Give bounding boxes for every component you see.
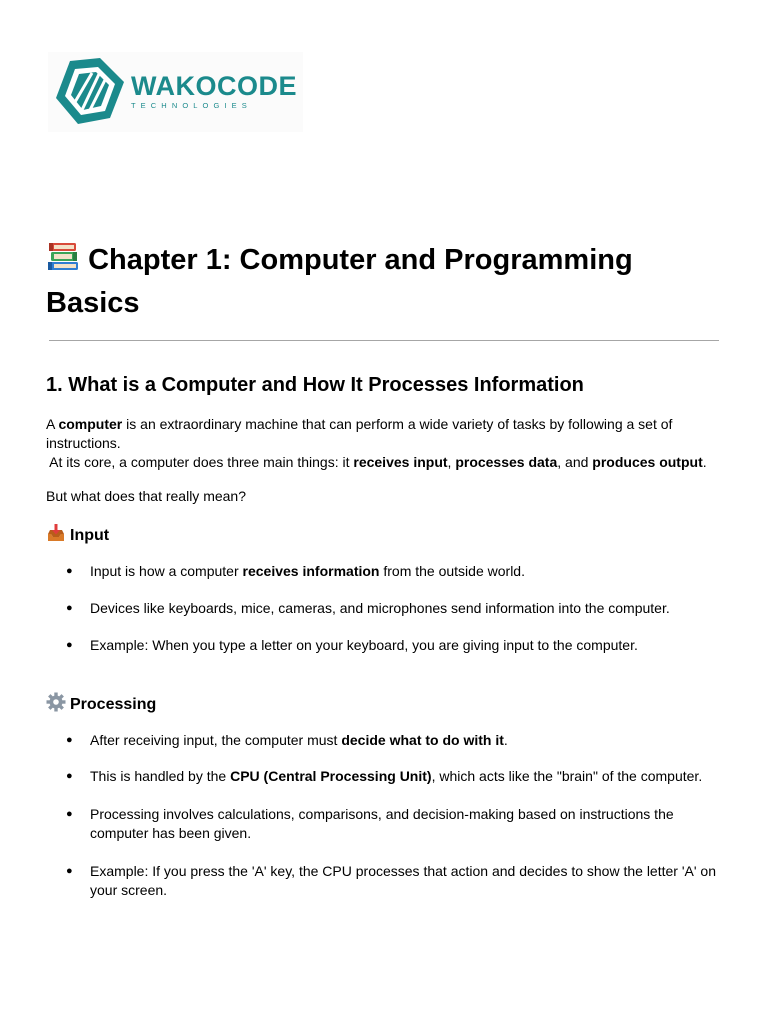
books-icon xyxy=(46,240,80,283)
company-logo xyxy=(48,52,303,132)
list-item xyxy=(66,805,716,843)
bullet-icon: ● xyxy=(66,639,73,651)
chapter-title xyxy=(46,240,726,323)
bullet-text: Processing involves calculations, comparisons, and decision-making based on instructions the computer has been given. xyxy=(90,806,674,841)
input-heading-label: Input xyxy=(70,527,110,544)
intro-text: At its core, a computer does three main things: it xyxy=(46,454,354,470)
hexagon-logo-icon xyxy=(48,52,128,132)
processing-heading-label: Processing xyxy=(70,696,157,713)
intro-term-processes: processes data xyxy=(455,454,558,470)
horizontal-divider xyxy=(49,340,719,341)
list-item xyxy=(66,636,716,655)
intro-term-output: produces output xyxy=(592,454,703,470)
logo-subtitle: TECHNOLOGIES xyxy=(131,101,252,110)
bullet-text: After receiving input, the computer must xyxy=(90,732,342,748)
bullet-bold-text: decide what to do with it xyxy=(341,732,504,748)
bullet-bold-text: CPU (Central Processing Unit) xyxy=(230,768,432,784)
bullet-text: This is handled by the xyxy=(90,768,231,784)
input-heading xyxy=(46,523,109,550)
bullet-icon: ● xyxy=(66,865,73,877)
list-item xyxy=(66,862,716,900)
bullet-text: Example: If you press the 'A' key, the CPU processes that action and decides to show the letter 'A' on your screen. xyxy=(90,863,716,898)
intro-paragraph xyxy=(46,415,726,472)
intro-text: . xyxy=(702,454,707,470)
intro-text: is an extraordinary machine that can perform a wide variety of tasks by following a set of instructions. xyxy=(46,416,673,451)
bullet-text: from the outside world. xyxy=(379,563,525,579)
intro-text: , and xyxy=(557,454,593,470)
logo-wordmark: WAKOCODE xyxy=(131,71,297,101)
bullet-text: Input is how a computer xyxy=(90,563,243,579)
bullet-icon: ● xyxy=(66,770,73,782)
inbox-tray-icon xyxy=(46,523,66,550)
question-paragraph: But what does that really mean? xyxy=(46,488,247,504)
bullet-text: . xyxy=(503,732,508,748)
intro-text: A xyxy=(46,416,59,432)
bullet-icon: ● xyxy=(66,734,73,746)
bullet-icon: ● xyxy=(66,808,73,820)
processing-heading xyxy=(46,692,156,719)
list-item xyxy=(66,562,716,581)
bullet-text: Devices like keyboards, mice, cameras, and microphones send information into the computer. xyxy=(90,600,670,616)
bullet-bold-text: receives information xyxy=(242,563,380,579)
bullet-icon: ● xyxy=(66,565,73,577)
bullet-icon: ● xyxy=(66,602,73,614)
chapter-title-line2: Basics xyxy=(46,287,140,319)
intro-term-computer: computer xyxy=(58,416,123,432)
list-item xyxy=(66,731,716,750)
bullet-text: Example: When you type a letter on your keyboard, you are giving input to the computer. xyxy=(90,637,638,653)
gear-icon xyxy=(46,692,66,719)
list-item xyxy=(66,767,716,786)
bullet-text: , which acts like the "brain" of the computer. xyxy=(431,768,703,784)
section-heading: 1. What is a Computer and How It Processes Information xyxy=(46,374,584,396)
intro-text: , xyxy=(447,454,456,470)
chapter-title-line1: Chapter 1: Computer and Programming xyxy=(88,244,633,277)
list-item xyxy=(66,599,716,618)
intro-term-input: receives input xyxy=(353,454,448,470)
